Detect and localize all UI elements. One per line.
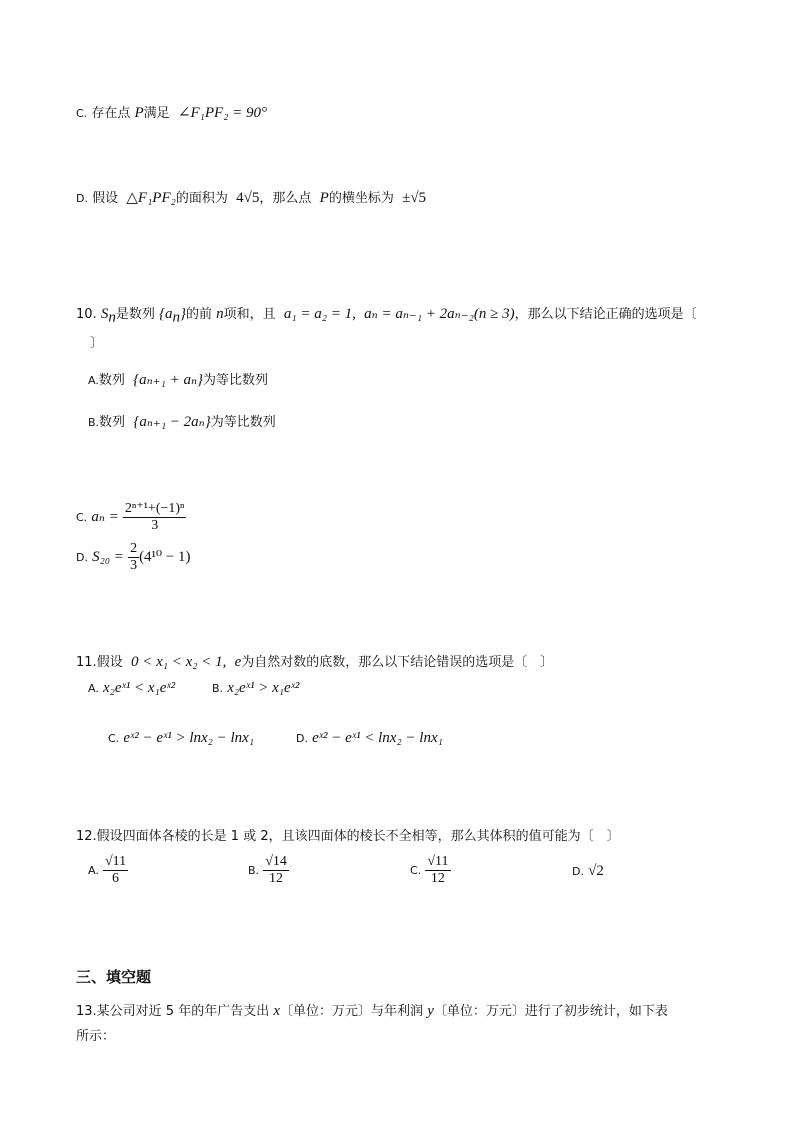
q11-stem: 11.假设 0 < x₁ < x₂ < 1, e为自然对数的底数，那么以下结论错误的选项是〔 〕 [76,654,554,670]
section-heading: 三、填空题 [76,968,152,986]
q11-option-a: A. x₂eˣ¹ < x₁eˣ² [88,680,176,696]
q10-stem: 10. $S_n$是数列 $\{a_n\}$的前 n项和，且 a₁ = a₂ = 1, aₙ = aₙ₋₁ + 2aₙ₋₂(n ≥ 3)，那么以下结论正确的选项是〔 [76,306,697,326]
q10-option-d: D. S₂₀ = $\frac{2}{3}$ (4¹⁰ − 1) [76,541,191,573]
q10-option-b: B.数列 {aₙ₊₁ − 2aₙ}为等比数列 [88,414,276,430]
q11-option-b: B. x₂eˣ¹ > x₁eˣ² [212,680,300,696]
q9-d-area: 4√5 [236,190,260,206]
q11-option-c: C. eˣ² − eˣ¹ > lnx₂ − lnx₁ [108,730,255,746]
q10-c-fraction: $\frac{\text{2ⁿ⁺¹+(−1)ⁿ}}{3}$ [124,501,185,533]
q10-condition-2: aₙ = aₙ₋₁ + 2aₙ₋₂(n ≥ 3) [364,306,515,322]
q11-condition: 0 < x₁ < x₂ < 1, [130,654,227,670]
q12-option-a: A. $\frac{√11}{6}$ [88,854,127,886]
q12-option-b: B. $\frac{√14}{12}$ [248,854,287,886]
q12-stem: 12.假设四面体各棱的长是 1 或 2，且该四面体的棱长不全相等，那么其体积的值可能为〔 〕 [76,829,620,844]
q12-option-d: D. √2 [572,863,604,879]
q11-option-d: D. eˣ² − eˣ¹ < lnx₂ − lnx₁ [296,730,443,746]
q10-stem-end: 〕 [90,336,104,351]
q10-option-c: C. aₙ = $\frac{\text{2ⁿ⁺¹+(−1)ⁿ}}{3}$ [76,501,185,533]
q12-option-c: C. $\frac{√11}{12}$ [410,854,449,886]
q9-d-answer: ±√5 [402,190,427,206]
q9-option-c: C. 存在点 P满足 ∠F₁PF₂ = 90° [76,105,268,121]
q10-condition-1: a₁ = a₂ = 1, [283,306,356,322]
q13-stem: 13.某公司对近 5 年的年广告支出 x〔单位：万元〕与年利润 y〔单位：万元〕进行了初步统计，如下表 [76,1003,668,1019]
q9-option-d: D. 假设 △F₁PF₂的面积为 4√5，那么点 P的横坐标为 ±√5 [76,190,427,206]
q10-d-fraction: $\frac{2}{3}$ [130,541,138,573]
q10-option-a: A.数列 {aₙ₊₁ + aₙ}为等比数列 [88,372,269,388]
q13-stem-line2: 所示： [76,1029,116,1044]
q9-c-expression: ∠F₁PF₂ = 90° [177,105,268,121]
